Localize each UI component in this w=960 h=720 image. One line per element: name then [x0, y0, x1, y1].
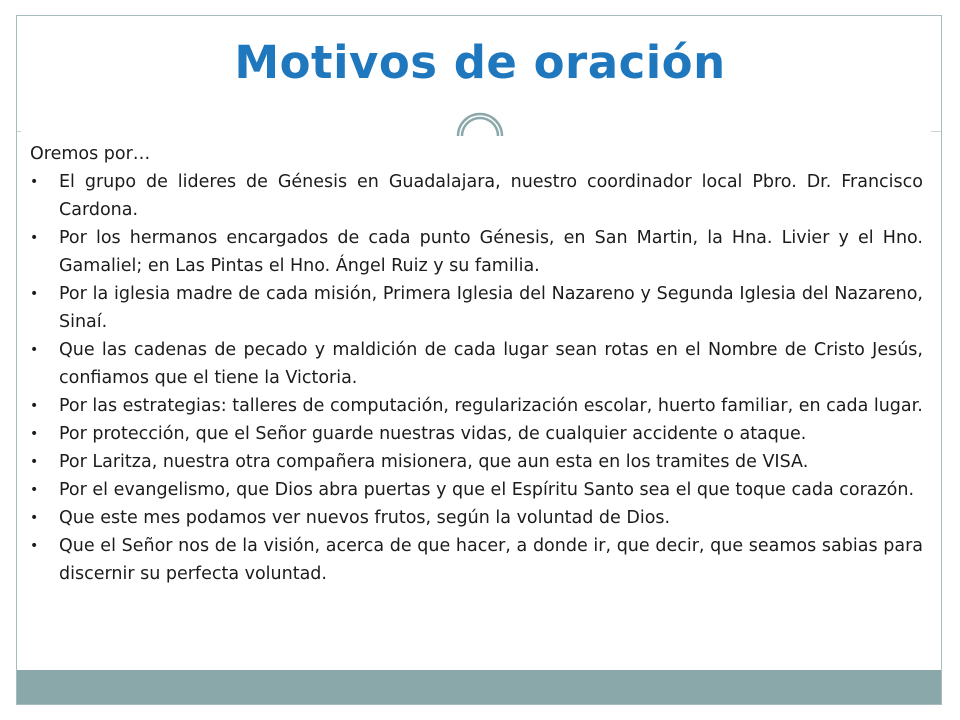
prayer-item: [30, 420, 923, 448]
prayer-item-text: Por los hermanos encargados de cada punto Génesis, en San Martin, la Hna. Livier y el Hno. Gamaliel; en Las Pintas el Hno. Ángel Ruiz y su familia.: [59, 228, 923, 276]
prayer-item: [30, 224, 923, 280]
bullet-icon: •: [30, 482, 39, 498]
slide-title: Motivos de oración: [234, 36, 726, 89]
prayer-item-text: Por Laritza, nuestra otra compañera misionera, que aun esta en los tramites de VISA.: [59, 452, 809, 472]
prayer-item-text: Por el evangelismo, que Dios abra puertas y que el Espíritu Santo sea el que toque cada corazón.: [59, 480, 915, 500]
bullet-icon: •: [30, 398, 39, 414]
bullet-icon: •: [30, 174, 39, 190]
prayer-item-text: El grupo de lideres de Génesis en Guadalajara, nuestro coordinador local Pbro. Dr. Francisco Cardona.: [59, 172, 923, 220]
bullet-icon: •: [30, 286, 39, 302]
prayer-item: [30, 168, 923, 224]
bullet-icon: •: [30, 342, 39, 358]
prayer-item-text: Por protección, que el Señor guarde nuestras vidas, de cualquier accidente o ataque.: [59, 424, 807, 444]
prayer-item-text: Por las estrategias: talleres de computación, regularización escolar, huerto familiar, en cada lugar.: [59, 396, 923, 416]
intro-text: Oremos por…: [30, 144, 151, 164]
prayer-item: [30, 476, 923, 504]
bullet-icon: •: [30, 426, 39, 442]
bullet-icon: •: [30, 510, 39, 526]
slide-body: [30, 140, 923, 588]
prayer-item-text: Por la iglesia madre de cada misión, Primera Iglesia del Nazareno y Segunda Iglesia del Nazareno, Sinaí.: [59, 284, 923, 332]
prayer-item-text: Que este mes podamos ver nuevos frutos, según la voluntad de Dios.: [59, 508, 671, 528]
prayer-item: [30, 504, 923, 532]
bullet-icon: •: [30, 538, 39, 554]
prayer-item: [30, 336, 923, 392]
prayer-item-text: Que el Señor nos de la visión, acerca de que hacer, a donde ir, que decir, que seamos sabias para discernir su perfecta voluntad.: [59, 536, 923, 584]
footer-band: [17, 670, 941, 704]
prayer-item: [30, 280, 923, 336]
bullet-icon: •: [30, 454, 39, 470]
bullet-icon: •: [30, 230, 39, 246]
prayer-item: [30, 392, 923, 420]
prayer-item: [30, 448, 923, 476]
circle-ornament-icon: [452, 108, 508, 138]
prayer-item: [30, 532, 923, 588]
prayer-item-text: Que las cadenas de pecado y maldición de cada lugar sean rotas en el Nombre de Cristo Jesús, confiamos que el tiene la Victoria.: [59, 340, 923, 388]
divider-right: [931, 131, 941, 132]
prayer-list: [30, 168, 923, 588]
divider-left: [17, 131, 21, 132]
